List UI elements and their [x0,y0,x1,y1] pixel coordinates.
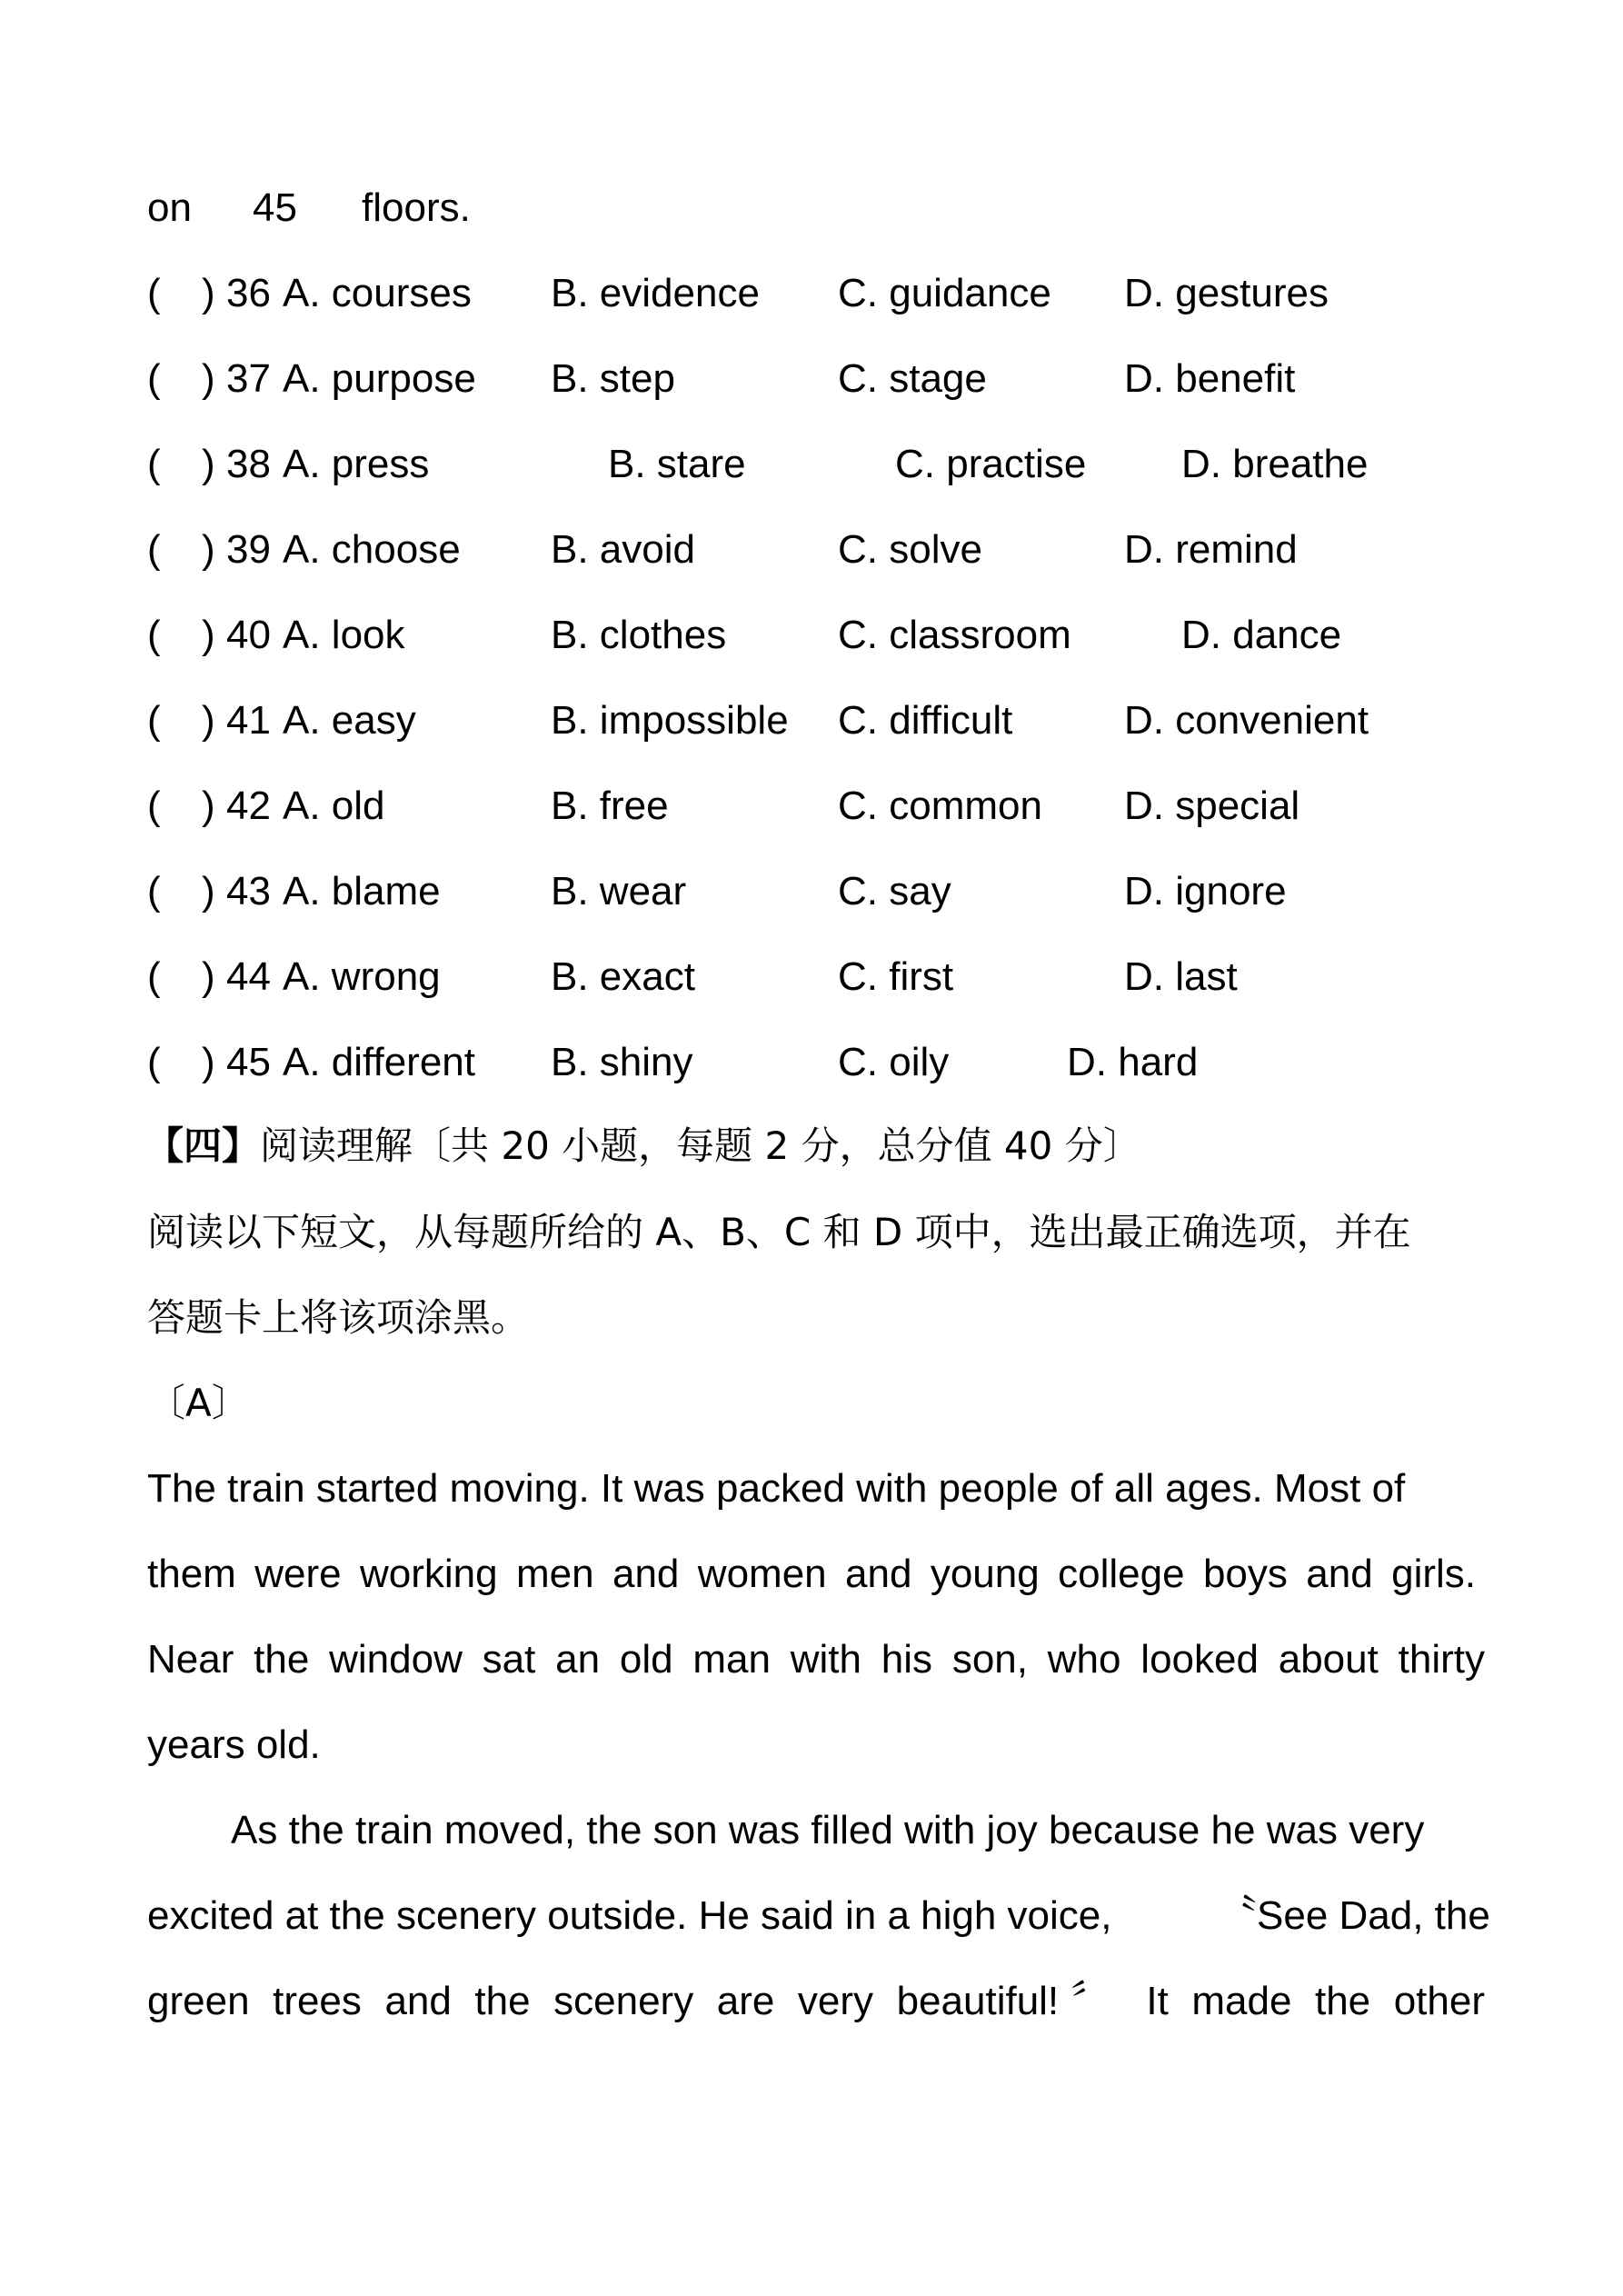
question-row [147,866,1419,917]
question-number: 36 [226,271,271,315]
answer-paren-open[interactable]: ( [147,698,161,743]
option-d: D. dance [1181,613,1342,657]
option-c: C. stage [838,356,987,401]
passage-fragment: excited at the scenery outside. He said in a high voice, [147,1893,1112,1938]
option-d: D. remind [1124,527,1298,572]
answer-paren-close: ) [202,954,215,999]
answer-paren-open[interactable]: ( [147,869,161,913]
option-c: C. difficult [838,698,1013,743]
answer-paren-close: ) [202,698,215,743]
answer-paren-open[interactable]: ( [147,613,161,657]
instruction-line: 答题卡上将该项涂黑。 [147,1295,530,1340]
question-row [147,354,1419,404]
option-a: A. old [283,784,385,828]
question-row [147,439,1419,490]
answer-paren-open[interactable]: ( [147,784,161,828]
question-row [147,695,1419,746]
option-a: A. courses [283,271,472,315]
question-number: 38 [226,442,271,486]
option-a: A. choose [283,527,461,572]
option-c: C. oily [838,1040,950,1084]
option-d: D. convenient [1124,698,1369,743]
answer-paren-open[interactable]: ( [147,527,161,572]
option-d: D. benefit [1124,356,1296,401]
answer-paren-close: ) [202,356,215,401]
passage-line: As the train moved, the son was filled with joy because he was very [231,1808,1425,1852]
answer-paren-close: ) [202,527,215,572]
question-number: 45 [226,1040,271,1084]
continuation-number: 45 [253,185,297,230]
option-b: B. shiny [551,1040,693,1084]
option-b: B. wear [551,869,687,913]
option-c: C. common [838,784,1042,828]
passage-line: Near the window sat an old man with his son, who looked about thirty [147,1637,1485,1682]
question-number: 44 [226,954,271,999]
option-d: D. hard [1067,1040,1199,1084]
continuation-word: on [147,185,192,230]
option-c: C. practise [895,442,1087,486]
option-c: C. guidance [838,271,1051,315]
continuation-word: floors. [362,185,471,230]
passage-label: 〔A〕 [147,1381,250,1425]
option-d: D. breathe [1181,442,1369,486]
instruction-line: 阅读以下短文，从每题所给的 A、B、C 和 D 项中，选出最正确选项，并在 [147,1210,1411,1254]
answer-paren-close: ) [202,1040,215,1084]
option-c: C. classroom [838,613,1071,657]
answer-paren-open[interactable]: ( [147,954,161,999]
section-heading-bracket: 【四】 [145,1123,261,1168]
option-c: C. solve [838,527,982,572]
option-a: A. easy [283,698,416,743]
passage-line: green trees and the scenery are very beautiful!〞 It made the other [147,1979,1485,2023]
option-a: A. blame [283,869,441,913]
question-row [147,1037,1419,1088]
answer-paren-close: ) [202,613,215,657]
option-a: A. press [283,442,430,486]
option-a: A. different [283,1040,475,1084]
option-b: B. clothes [551,613,727,657]
answer-paren-close: ) [202,869,215,913]
option-b: B. evidence [551,271,760,315]
option-c: C. first [838,954,954,999]
question-row [147,524,1419,575]
passage-quote: 〝See Dad, the [1217,1893,1490,1938]
answer-paren-open[interactable]: ( [147,356,161,401]
option-d: D. special [1124,784,1300,828]
section-heading [145,1121,1141,1172]
answer-paren-open[interactable]: ( [147,442,161,486]
passage-line: The train started moving. It was packed with people of all ages. Most of [147,1466,1406,1511]
question-number: 42 [226,784,271,828]
option-b: B. exact [551,954,695,999]
option-b: B. step [551,356,675,401]
passage-line: them were working men and women and young college boys and girls. [147,1552,1476,1596]
answer-paren-close: ) [202,784,215,828]
question-number: 41 [226,698,271,743]
option-b: B. free [551,784,669,828]
option-d: D. last [1124,954,1238,999]
option-d: D. ignore [1124,869,1287,913]
option-a: A. purpose [283,356,476,401]
question-number: 39 [226,527,271,572]
question-row [147,610,1419,661]
answer-paren-open[interactable]: ( [147,271,161,315]
question-row [147,781,1419,832]
option-d: D. gestures [1124,271,1329,315]
answer-paren-close: ) [202,271,215,315]
question-number: 43 [226,869,271,913]
answer-paren-open[interactable]: ( [147,1040,161,1084]
option-b: B. avoid [551,527,695,572]
option-b: B. impossible [551,698,789,743]
continuation-line [147,183,511,234]
passage-line [147,1891,1492,1942]
question-row [147,952,1419,1003]
option-a: A. wrong [283,954,441,999]
option-b: B. stare [608,442,746,486]
answer-paren-close: ) [202,442,215,486]
section-heading-text: 阅读理解〔共 20 小题，每题 2 分，总分值 40 分〕 [260,1123,1141,1168]
question-number: 40 [226,613,271,657]
option-a: A. look [283,613,405,657]
question-row [147,268,1419,319]
question-number: 37 [226,356,271,401]
passage-line: years old. [147,1722,321,1767]
option-c: C. say [838,869,951,913]
